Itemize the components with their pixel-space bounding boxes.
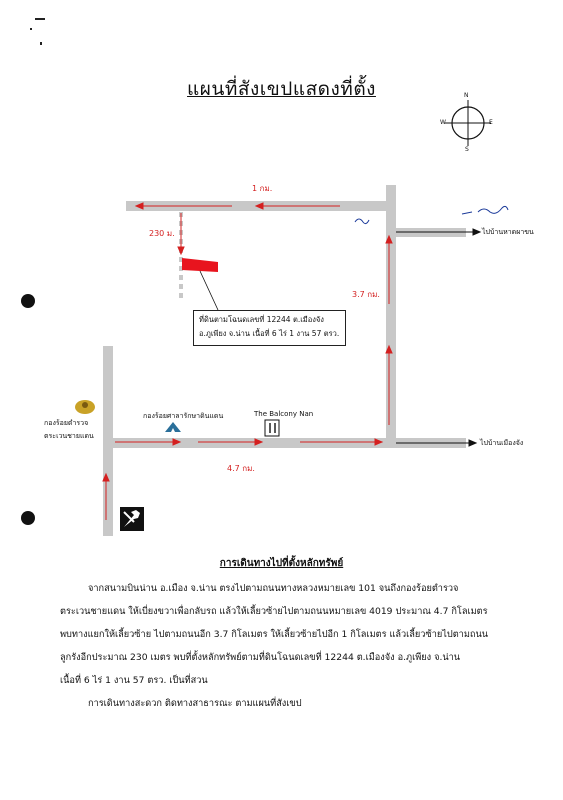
directions-line: การเดินทางสะดวก ติดทางสาธารณะ ตามแผนที่สังเขป <box>88 698 302 709</box>
handwritten-note <box>462 206 508 214</box>
label-police-2: ตระเวนชายแดน <box>44 432 94 440</box>
directions-line: จากสนามบินน่าน อ.เมือง จ.น่าน ตรงไปตามถนนทางหลวงหมายเลข 101 จนถึงกองร้อยตำรวจ <box>88 583 459 594</box>
parcel-pointer <box>200 271 218 310</box>
label-police-1: กองร้อยตำรวจ <box>44 419 89 427</box>
label-to-upper-right: ไปบ้านหาดผาขน <box>482 228 534 236</box>
parcel-info-box <box>193 310 346 346</box>
directions-paragraph <box>60 577 520 715</box>
label-restaurant: The Balcony Nan <box>254 410 314 418</box>
directions-heading: การเดินทางไปที่ตั้งหลักทรัพย์ <box>219 558 344 569</box>
compass-east: E <box>489 119 493 126</box>
parcel-line-2: อ.ภูเพียง จ.น่าน เนื้อที่ 6 ไร่ 1 งาน 57 ตรว. <box>199 329 340 338</box>
land-parcel <box>182 258 218 272</box>
direction-arrows <box>396 229 480 446</box>
directions-line: พบทางแยกให้เลี้ยวซ้าย ไปตามถนนอีก 3.7 กิโลเมตร ให้เลี้ยวซ้ายไปอีก 1 กิโลเมตร แล้วเลี้ยวซ้ายไปตามถนน <box>60 629 489 640</box>
distance-bottom: 4.7 กม. <box>227 464 255 473</box>
distance-right: 3.7 กม. <box>352 290 380 299</box>
directions-line: เนื้อที่ 6 ไร่ 1 งาน 57 ตรว. เป็นที่สวน <box>60 675 208 686</box>
compass-north: N <box>464 92 469 99</box>
directions-line: ตระเวนชายแดน ให้เบี่ยงขวาเพื่อกลับรถ แล้วให้เลี้ยวซ้ายไปตามถนนหมายเลข 4019 ประมาณ 4.7 กิโลเมตร <box>60 606 488 617</box>
directions-line: ลูกรังอีกประมาณ 230 เมตร พบที่ตั้งหลักทรัพย์ตามที่ดินโฉนดเลขที่ 12244 ต.เมืองจัง อ.ภูเพียง จ.น่าน <box>60 652 461 663</box>
road-right-vertical <box>386 185 396 445</box>
police-emblem-icon <box>75 400 95 414</box>
compass-west: W <box>440 119 446 126</box>
parcel-line-1: ที่ดินตามโฉนดเลขที่ 12244 ต.เมืองจัง <box>199 315 324 324</box>
airport-icon <box>120 507 144 531</box>
compass-south: S <box>465 146 469 153</box>
tent-icon <box>165 422 181 432</box>
label-to-lower-right: ไปบ้านเมืองจัง <box>480 439 524 447</box>
compass-rose-icon <box>445 100 491 146</box>
restaurant-icon <box>265 420 279 436</box>
page-title: แผนที่สังเขปแสดงที่ตั้ง <box>187 78 376 100</box>
distance-left: 230 ม. <box>149 229 175 238</box>
distance-top: 1 กม. <box>252 184 273 193</box>
handwritten-note <box>355 219 369 224</box>
label-camp: กองร้อยศาลารักษาดินแดน <box>143 412 224 420</box>
road-left-vertical <box>103 346 113 536</box>
